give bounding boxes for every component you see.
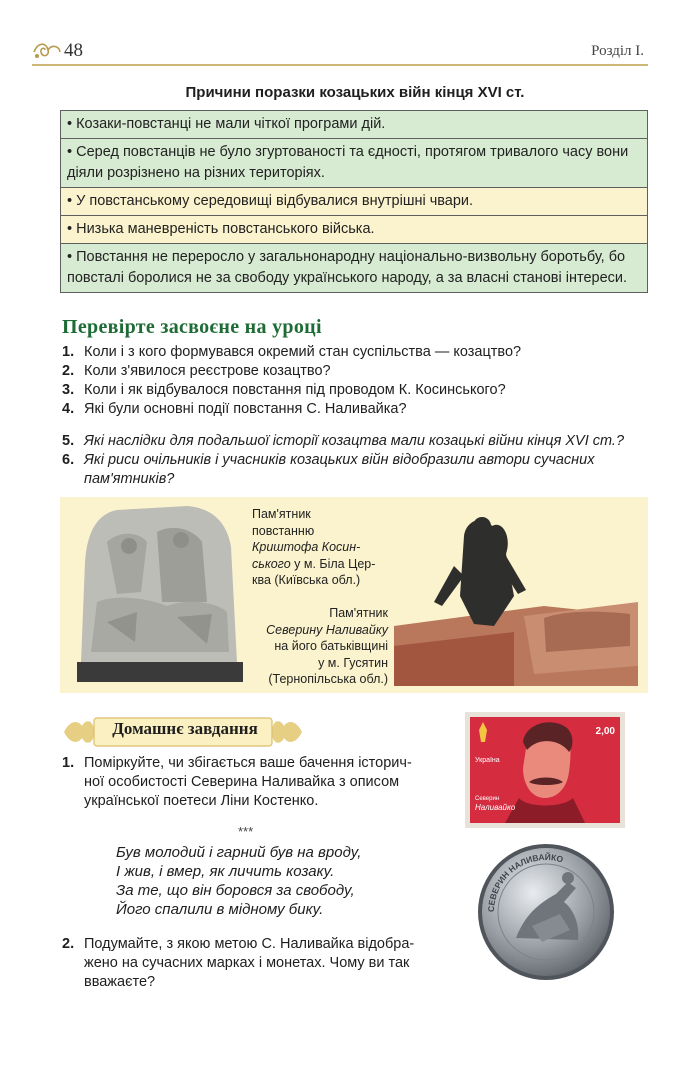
question-item: 1. Коли і з кого формувався окремий стан суспільства — козацтво? — [62, 344, 522, 360]
poem-stars: *** — [238, 824, 254, 839]
nalyvaiko-coin-image — [472, 842, 620, 982]
stamp-name-line1: Северин — [475, 796, 500, 802]
table-row — [61, 111, 648, 139]
homework-title: Домашнє завдання — [112, 719, 258, 738]
page-number: 48 — [64, 40, 83, 61]
poem-line: Його спалили в мідному бику. — [116, 901, 324, 918]
question-item: 4. Які були основні події повстання С. Наливайка? — [62, 401, 407, 417]
question-item: 6. Які риси очільників і учасників козацьких війн відобразили автори сучасних пам'ятників? — [62, 452, 595, 487]
header-ornament — [32, 38, 62, 62]
table-cell: • Низька маневреність повстанського війська. — [61, 216, 648, 244]
homework-question: 2. Подумайте, з якою метою С. Наливайка відобра- жено на сучасних марках і монетах. Чому ви так вважаєте? — [62, 936, 415, 990]
header-rule — [32, 64, 648, 66]
kosynsky-caption: Пам'ятник повстанню Криштофа Косин- ського у м. Біла Цер- ква (Київська обл.) — [252, 507, 376, 587]
question-item: 2. Коли з'явилося реєстрове козацтво? — [62, 363, 331, 379]
homework-question: 1. Поміркуйте, чи збігається ваше бачення історич- ної особистості Северина Наливайка з описом української поетеси Ліни Костенко. — [62, 755, 412, 809]
table-row — [61, 216, 648, 244]
table-cell: • Повстання не переросло у загальнонародну національно-визвольну боротьбу, бо повсталі боролися не за свободу українського народу, а за власні станові інтереси. — [61, 244, 648, 293]
nalyvaiko-monument-image — [394, 506, 638, 686]
question-item: 3. Коли і як відбувалося повстання під проводом К. Косинського? — [62, 382, 506, 398]
poem-line: Був молодий і гарний був на вроду, — [116, 844, 362, 861]
stamp-value: 2,00 — [595, 726, 615, 737]
table-row — [61, 139, 648, 188]
question-item: 5. Які наслідки для подальшої історії козацтва мали козацькі війни кінця XVI ст.? — [62, 433, 625, 449]
table-cell: • У повстанському середовищі відбувалися внутрішні чвари. — [61, 188, 648, 216]
nalyvaiko-caption: Пам'ятник Северину Наливайку на його батьківщині у м. Гусятин (Тернопільська обл.) — [266, 606, 388, 686]
kosynsky-monument-image — [77, 502, 243, 682]
check-heading: Перевірте засвоєне на уроці — [62, 316, 322, 338]
poem-line: І жив, і вмер, як личить козаку. — [116, 863, 335, 880]
table-row — [61, 188, 648, 216]
stamp-name-line2: Наливайко — [475, 803, 516, 812]
table-title: Причини поразки козацьких війн кінця XVI ст. — [185, 84, 525, 101]
table-cell: • Козаки-повстанці не мали чіткої програми дій. — [61, 111, 648, 139]
table-cell: • Серед повстанців не було згуртованості та єдності, протягом тривалого часу вони діяли розрізнено на різних територіях. — [61, 139, 648, 188]
nalyvaiko-stamp-image — [465, 712, 625, 828]
causes-table — [60, 110, 648, 293]
poem-line: За те, що він боровся за свободу, — [116, 882, 355, 899]
table-row — [61, 244, 648, 293]
coin-inscription: СЕВЕРИН НАЛИВАЙКО — [485, 851, 565, 913]
section-label: Розділ І. — [591, 43, 644, 59]
stamp-country: Україна — [475, 757, 500, 764]
